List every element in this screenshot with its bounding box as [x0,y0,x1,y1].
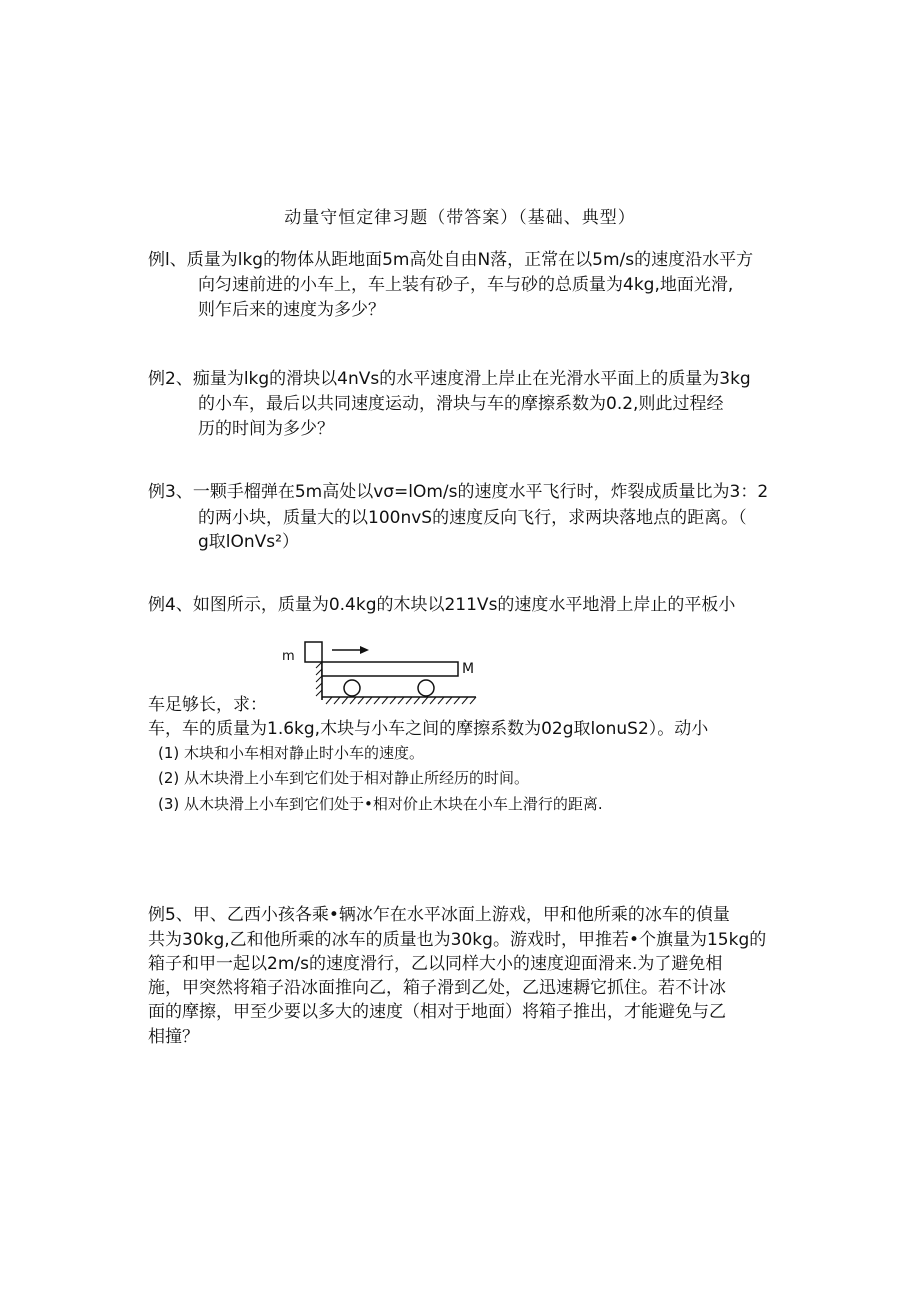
question-5-line-5: 面的摩擦，甲至少要以多大的速度（相对于地面）将箱子推出，才能避免与乙 [148,1002,726,1022]
question-5-line-4: 施，甲突然将箱子沿冰面推向乙，箱子滑到乙处，乙迅速耨它抓住。若不计冰 [148,978,726,998]
question-5-line-1: 例5、甲、乙西小孩各乘•辆冰乍在水平冰面上游戏，甲和他所乘的冰车的偵量 [148,905,730,925]
question-4-line-2: 车足够长，求： [148,695,267,715]
block-m [305,642,322,662]
question-4-sub-2: (2) 从木块滑上小车到它们处于相对静止所经历的时间。 [158,769,530,787]
question-3-line-2: 的两小块，质量大的以100nvS的速度反向飞行，求两块落地点的距离。（ [198,508,747,528]
arrow-head-icon [360,646,369,654]
question-3-line-3: g取lOnVs²） [198,532,299,552]
question-4-line-1: 例4、如图所示，质量为0.4kg的木块以211Vs的速度水平地滑上岸止的平板小 [148,595,736,615]
question-4-sub-3: (3) 从木块滑上小车到它们处于•相对价止木块在小车上滑行的距离. [158,795,603,813]
label-m: m [282,649,295,664]
question-2-line-1: 例2、痂量为lkg的滑块以4nVs的水平速度滑上岸止在光滑水平面上的质量为3kg [148,369,751,389]
question-5-line-3: 箱子和甲一起以2m∕s的速度滑行，乙以同样大小的速度迎面滑来.为了避免相 [148,954,723,974]
block-on-cart-diagram [276,638,486,710]
question-1-line-2: 向匀速前进的小车上，车上装有砂子，车与砂的总质量为4kg,地面光滑, [198,275,734,295]
page-title: 动量守恒定律习题（带答案）（基础、典型） [284,208,636,228]
question-4-sub-1: (1) 木块和小车相对静止时小车的速度。 [158,744,425,762]
wheel-right [418,680,434,696]
label-M: M [462,661,475,677]
question-5-line-6: 相撞？ [148,1027,199,1047]
question-3-line-1: 例3、一颗手榴弹在5m高处以vσ=lOm∕s的速度水平飞行时，炸裂成质量比为3：2 [148,482,769,502]
question-2-line-3: 历的时间为多少？ [198,419,334,439]
ground-hatch [326,697,476,704]
question-1-line-3: 则乍后来的速度为多少？ [198,300,385,320]
wall-hatch [316,662,322,696]
question-4-line-3: 车，车的质量为1.6kg,木块与小车之间的摩擦系数为02g取lonuS2）。动小 [148,719,709,739]
question-2-line-2: 的小车，最后以共同速度运动，滑块与车的摩擦系数为0.2,则此过程经 [198,394,724,414]
wheel-left [344,680,360,696]
question-5-line-2: 共为30kg,乙和他所乘的冰车的质量也为30kg。游戏时，甲推若•个旗量为15kg的 [148,930,767,950]
question-1-line-1: 例l、质量为lkg的物体从距地面5m高处自由N落，正常在以5m∕s的速度沿水平方 [148,250,754,270]
cart-plank-M [322,662,458,676]
